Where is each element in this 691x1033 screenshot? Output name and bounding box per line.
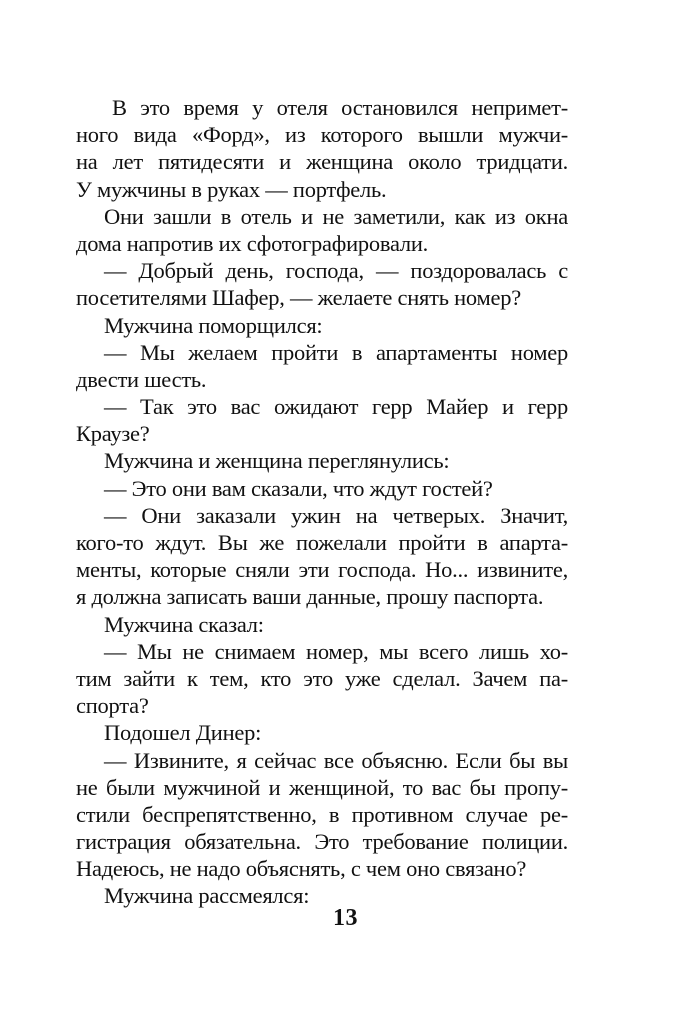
text-line: гистрация обязательна. Это требование полиции. — [76, 829, 568, 855]
text-line: тим зайти к тем, кто это уже сделал. Зачем па- — [76, 665, 568, 691]
text-line: двести шесть. — [76, 366, 207, 392]
text-line: Они зашли в отель и не заметили, как из окна — [104, 203, 568, 229]
text-line: Подошел Динер: — [104, 720, 262, 746]
text-line: дома напротив их сфотографировали. — [76, 230, 429, 256]
text-line: В это время у отеля остановился непримет- — [112, 95, 568, 120]
page-number: 13 — [333, 905, 358, 931]
body-text — [76, 94, 568, 910]
text-line: — Извините, я сейчас все объясню. Если бы вы — [104, 747, 568, 773]
text-line: Надеюсь, не надо объяснять, с чем оно связано? — [76, 856, 527, 882]
text-line: — Добрый день, господа, — поздоровалась с — [104, 258, 568, 284]
text-line: ного вида «Форд», из которого вышли мужчи- — [76, 122, 568, 148]
text-line: — Это они вам сказали, что ждут гостей? — [104, 475, 493, 501]
text-line: стили беспрепятственно, в противном случае ре- — [76, 801, 568, 827]
text-line: спорта? — [76, 693, 149, 719]
text-line: менты, которые сняли эти господа. Но... извините, — [76, 557, 568, 583]
text-line: на лет пятидесяти и женщина около тридцати. — [76, 149, 568, 175]
text-line: я должна записать ваши данные, прошу паспорта. — [76, 584, 544, 610]
text-line: Мужчина сказал: — [104, 611, 264, 637]
text-line: Краузе? — [76, 421, 150, 447]
text-line: Мужчина рассмеялся: — [104, 883, 310, 909]
text-line: посетителями Шафер, — желаете снять номер? — [76, 285, 521, 311]
text-line: У мужчины в руках — портфель. — [76, 176, 387, 202]
text-line: — Мы желаем пройти в апартаменты номер — [104, 339, 568, 365]
text-line: Мужчина и женщина переглянулись: — [104, 448, 450, 474]
text-line: — Они заказали ужин на четверых. Значит, — [104, 502, 568, 528]
text-line: кого-то ждут. Вы же пожелали пройти в апарта- — [76, 530, 568, 555]
text-line: — Мы не снимаем номер, мы всего лишь хо- — [104, 638, 568, 664]
text-line: не были мужчиной и женщиной, то вас бы пропу- — [76, 774, 568, 800]
text-line: — Так это вас ожидают герр Майер и герр — [104, 394, 568, 420]
text-line: Мужчина поморщился: — [104, 312, 323, 338]
